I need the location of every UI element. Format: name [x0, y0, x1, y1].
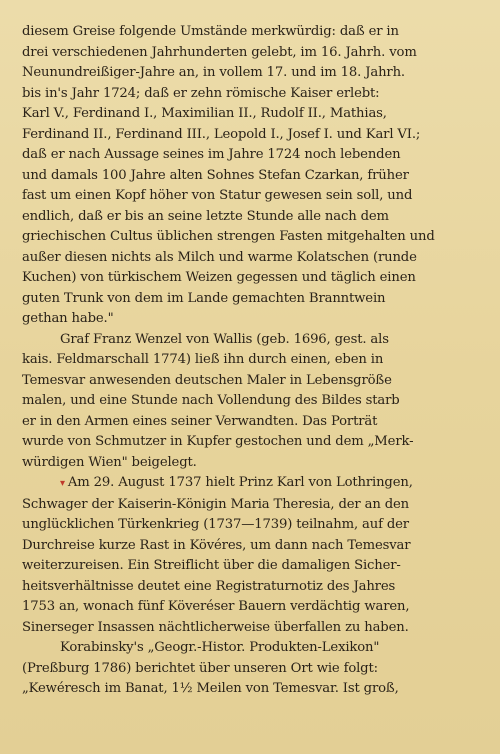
text-line: unglücklichen Türkenkrieg (1737—1739) teilnahm, auf der: [22, 517, 409, 532]
text-line: [22, 473, 484, 495]
text-line: gethan habe.": [22, 311, 114, 326]
text-line: endlich, daß er bis an seine letzte Stunde alle nach dem: [22, 208, 389, 224]
text-line: er in den Armen eines seiner Verwandten. Das Porträt: [22, 413, 378, 429]
paragraph-2: [22, 330, 484, 474]
text-line: kais. Feldmarschall 1774) ließ ihn durch einen, eben in: [22, 352, 384, 367]
text-line: Sinerseger Insassen nächtlicherweise überfallen zu haben.: [22, 619, 409, 635]
text-line: griechischen Cultus üblichen strengen Fasten mitgehalten und: [22, 229, 435, 244]
text-line: daß er nach Aussage seines im Jahre 1724 noch lebenden: [22, 147, 401, 162]
text-line: Durchreise kurze Rast in Kövéres, um dann nach Temesvar: [22, 537, 411, 553]
text-line: 1753 an, wonach fünf Köveréser Bauern verdächtig waren,: [22, 599, 410, 614]
text-line: wurde von Schmutzer in Kupfer gestochen und dem „Merk-: [22, 434, 414, 449]
paragraph-3: [22, 473, 484, 638]
document-text: [22, 22, 484, 700]
text-line: drei verschiedenen Jahrhunderten gelebt, im 16. Jahrh. vom: [22, 44, 417, 60]
text-line-content: Am 29. August 1737 hielt Prinz Karl von Lothringen,: [67, 475, 413, 490]
text-line: und damals 100 Jahre alten Sohnes Stefan Czarkan, früher: [22, 167, 409, 183]
text-line: würdigen Wien" beigelegt.: [22, 454, 197, 470]
marker-icon: ▾: [60, 478, 65, 489]
text-line: Graf Franz Wenzel von Wallis (geb. 1696, gest. als: [60, 331, 389, 347]
text-line: Temesvar anwesenden deutschen Maler in Lebensgröße: [22, 372, 392, 388]
text-line: malen, und eine Stunde nach Vollendung des Bildes starb: [22, 393, 400, 408]
text-line: Kuchen) von türkischem Weizen gegessen und täglich einen: [22, 270, 416, 285]
text-line: bis in's Jahr 1724; daß er zehn römische Kaiser erlebt:: [22, 85, 380, 101]
text-line: Korabinsky's „Geogr.-Histor. Produkten-Lexikon": [60, 640, 380, 655]
text-line: Schwager der Kaiserin-Königin Maria Theresia, der an den: [22, 496, 410, 512]
text-line: guten Trunk von dem im Lande gemachten Branntwein: [22, 290, 386, 306]
paragraph-4: [22, 638, 484, 700]
text-line: außer diesen nichts als Milch und warme Kolatschen (runde: [22, 249, 417, 265]
text-line: weiterzureisen. Ein Streiflicht über die damaligen Sicher-: [22, 558, 401, 573]
text-line: „Kewéresch im Banat, 1½ Meilen von Temesvar. Ist groß,: [22, 681, 399, 696]
text-line: diesem Greise folgende Umstände merkwürdig: daß er in: [22, 24, 399, 39]
text-line: heitsverhältnisse deutet eine Registraturnotiz des Jahres: [22, 578, 396, 594]
text-line: Karl V., Ferdinand I., Maximilian II., Rudolf II., Mathias,: [22, 106, 387, 121]
paragraph-1: [22, 22, 484, 330]
text-line: Ferdinand II., Ferdinand III., Leopold I., Josef I. und Karl VI.;: [22, 126, 421, 142]
text-line: Neunundreißiger-Jahre an, in vollem 17. und im 18. Jahrh.: [22, 65, 405, 80]
text-line: fast um einen Kopf höher von Statur gewesen sein soll, und: [22, 188, 413, 203]
text-line: (Preßburg 1786) berichtet über unseren Ort wie folgt:: [22, 660, 378, 676]
